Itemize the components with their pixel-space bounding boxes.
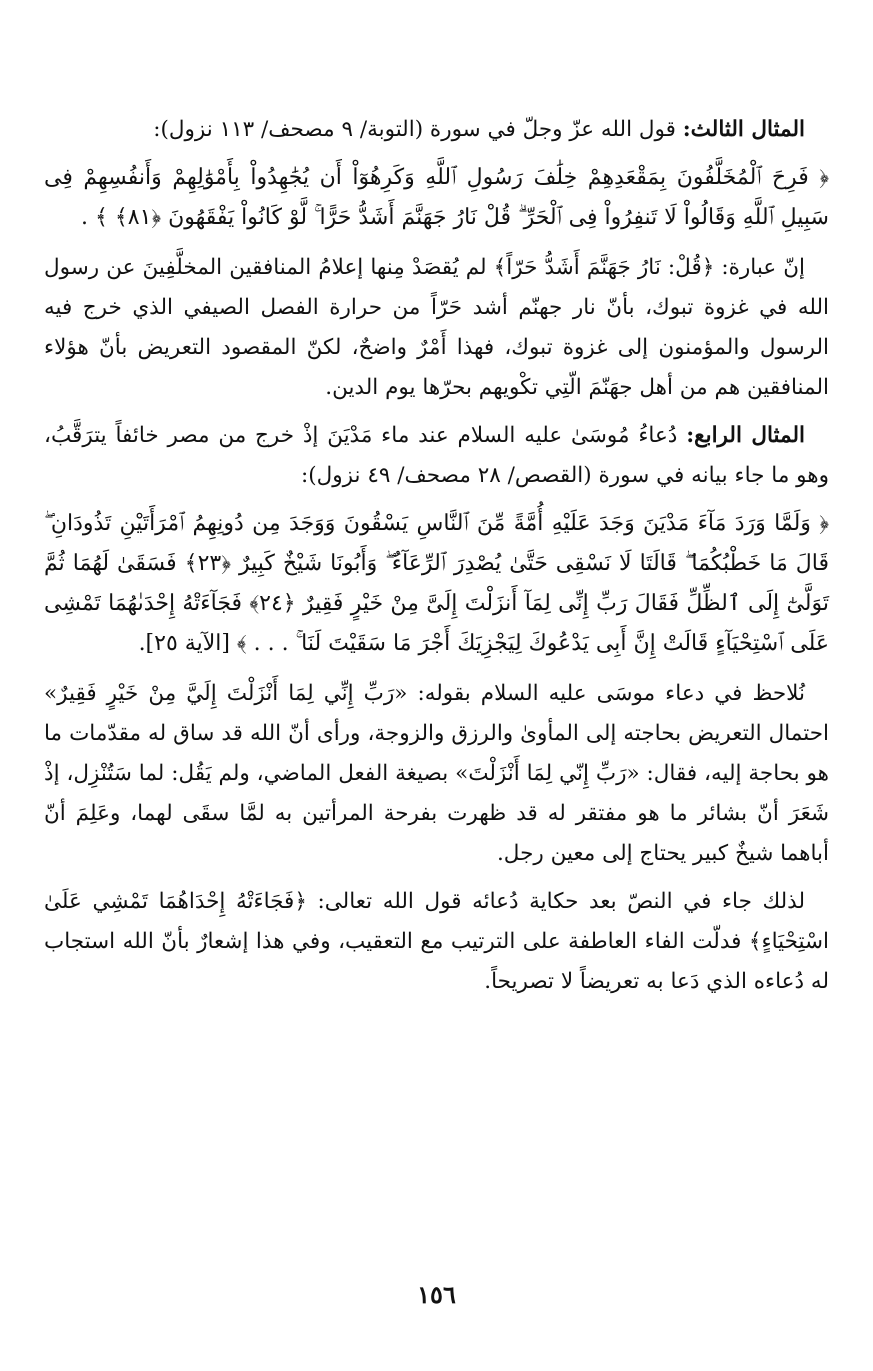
example3-verse: ﴿ فَرِحَ ٱلْمُخَلَّفُونَ بِمَقْعَدِهِمْ خِلَٰفَ رَسُولِ ٱللَّهِ وَكَرِهُوٓاْ أَن يُجَٰهِدُواْ بِأَمْوَٰلِهِمْ وَأَنفُسِهِمْ فِى سَبِيلِ ٱللَّهِ وَقَالُواْ لَا تَنفِرُواْ فِى ٱلْحَرِّ ۗ قُلْ نَارُ جَهَنَّمَ أَشَدُّ حَرًّا ۚ لَّوْ كَانُواْ يَفْقَهُونَ ﴿٨١﴾ ﴾ . xyxy=(44,165,829,230)
page-number: ١٥٦ xyxy=(417,1280,456,1309)
example4-intro: دُعاءُ مُوسَىٰ عليه السلام عند ماء مَدْيَنَ إذْ خرج من مصر خائفاً يترَقَّبُ، وهو ما جاء بيانه في سورة (القصص/ ٢٨ مصحف/ ٤٩ نزول): xyxy=(44,423,829,488)
example4-commentary-2: لذلك جاء في النصّ بعد حكاية دُعائه قول الله تعالى: ﴿فَجَاءَتْهُ إِحْدَاهُمَا تَمْشِي عَلَىٰ اسْتِحْيَاءٍ﴾ فدلّت الفاء العاطفة على الترتيب مع التعقيب، وفي هذا إشعارٌ بأنّ الله استجاب له دُعاءه الذي دَعا به تعريضاً لا تصريحاً. xyxy=(44,889,829,994)
example4-verse: ﴿ وَلَمَّا وَرَدَ مَآءَ مَدْيَنَ وَجَدَ عَلَيْهِ أُمَّةً مِّنَ ٱلنَّاسِ يَسْقُونَ وَوَجَدَ مِن دُونِهِمُ ٱمْرَأَتَيْنِ تَذُودَانِ ۖ قَالَ مَا خَطْبُكُمَا ۖ قَالَتَا لَا نَسْقِى حَتَّىٰ يُصْدِرَ ٱلرِّعَآءُ ۖ وَأَبُونَا شَيْخٌ كَبِيرٌ ﴿٢٣﴾ فَسَقَىٰ لَهُمَا ثُمَّ تَوَلَّىٰٓ إِلَى ٱلظِّلِّ فَقَالَ رَبِّ إِنِّى لِمَآ أَنزَلْتَ إِلَىَّ مِنْ خَيْرٍ فَقِيرٌ ﴿٢٤﴾ فَجَآءَتْهُ إِحْدَىٰهُمَا تَمْشِى عَلَى ٱسْتِحْيَآءٍ قَالَتْ إِنَّ أَبِى يَدْعُوكَ لِيَجْزِيَكَ أَجْرَ مَا سَقَيْتَ لَنَا ۚ . . . ﴾ [الآية ٢٥]. xyxy=(44,511,829,656)
example3-paragraph xyxy=(44,110,829,150)
example4-commentary-1: نُلاحظ في دعاء موسَى عليه السلام بقوله: «رَبِّ إِنِّي لِمَا أَنْزَلْتَ إِلَيَّ مِنْ خَيْرٍ فَقِيرٌ» احتمال التعريض بحاجته إلى المأوىٰ والرزق والزوجة، ورأى أنّ الله قد ساق له مقدّمات ما هو بحاجة إليه، فقال: «رَبِّ إِنّي لِمَا أَنْزَلْتَ» بصيغة الفعل الماضي، ولم يَقُل: لما سَتُنْزِل، إذْ شَعَرَ أنّ بشائر ما هو مفتقر له قد ظهرت بفرحة المرأتين به لمَّا سقَى لهما، وعَلِمَ أنّ أباهما شيخٌ كبير يحتاج إلى معين رجل. xyxy=(44,681,829,866)
book-page xyxy=(44,110,829,1310)
example4-paragraph xyxy=(44,416,829,496)
example4-heading: المثال الرابع: xyxy=(686,423,805,448)
example3-commentary: إنّ عبارة: ﴿قُلْ: نَارُ جَهَنَّمَ أَشَدُّ حَرّاً﴾ لم يُقصَدْ مِنها إعلامُ المنافقين المخلَّفِينَ عن رسول الله في غزوة تبوك، بأنّ نار جهنّم أشد حَرّاً من حرارة الفصل الصيفي الذي خرج فيه الرسول والمؤمنون إلى غزوة تبوك، فهذا أَمْرٌ واضحٌ، لكنّ المقصود التعريض بأنّ هؤلاء المنافقين هم من أهل جهَنّمَ الّتِي تكْويهم بحرّها يوم الدين. xyxy=(44,255,829,400)
example3-intro: قول الله عزّ وجلّ في سورة (التوبة/ ٩ مصحف/ ١١٣ نزول): xyxy=(153,117,676,142)
example3-heading: المثال الثالث: xyxy=(682,117,805,142)
